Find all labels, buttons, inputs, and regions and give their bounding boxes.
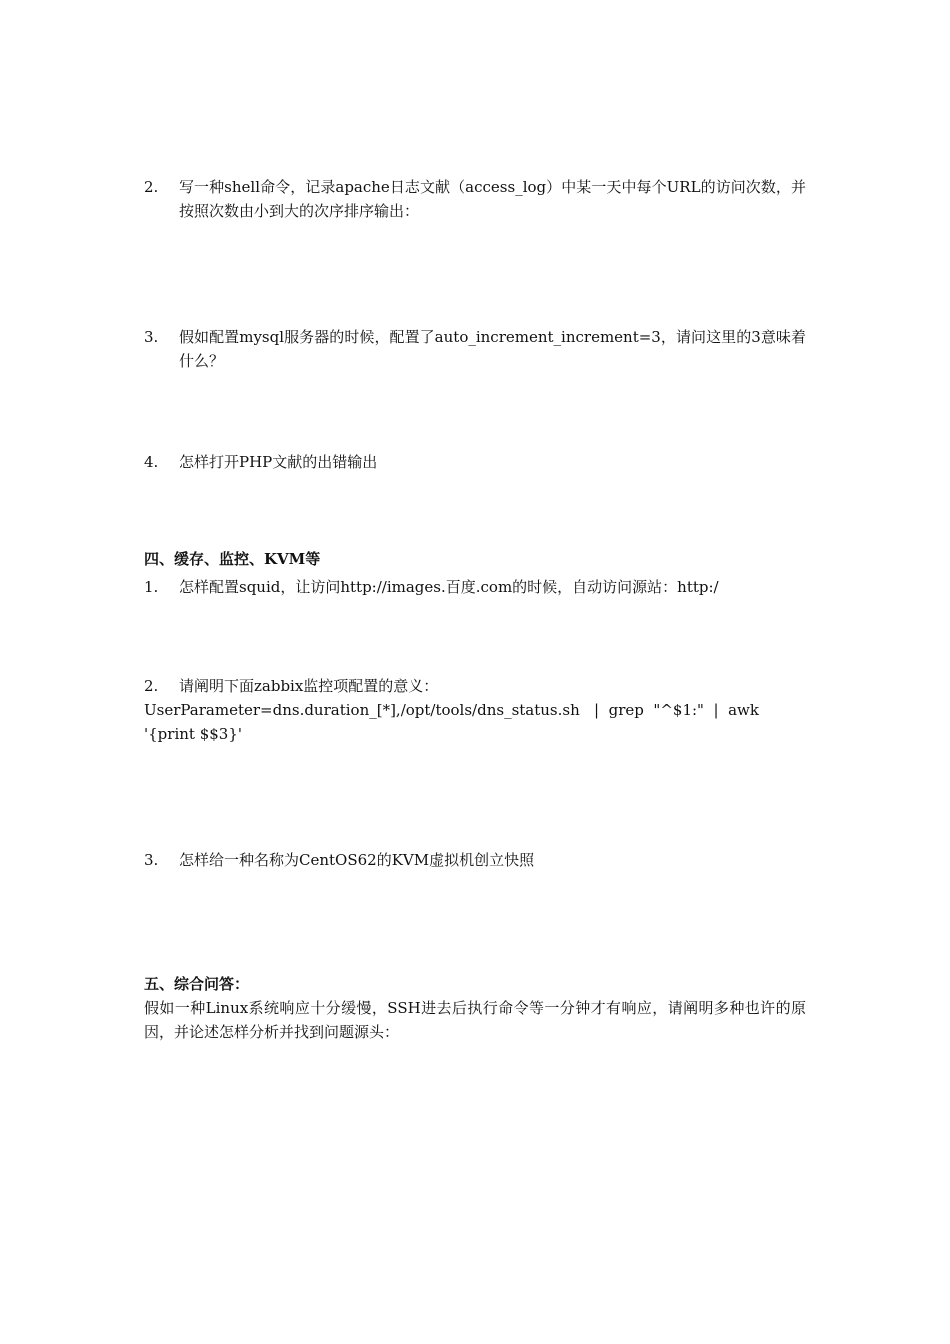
question-item: [144, 848, 806, 872]
question-text: 怎样打开PHP文献的出错输出: [179, 453, 378, 471]
question-item: [144, 450, 806, 474]
question-text: 请阐明下面zabbix监控项配置的意义：: [179, 677, 439, 695]
question-number: 3.: [144, 851, 159, 869]
question-text: 假如配置mysql服务器的时候，配置了auto_increment_increment=3，请问这里的3意味着什么？: [179, 328, 806, 370]
question-text: 怎样给一种名称为CentOS62的KVM虚拟机创立快照: [179, 851, 535, 869]
question-number: 4.: [144, 453, 159, 471]
paragraph: 假如一种Linux系统响应十分缓慢，SSH进去后执行命令等一分钟才有响应，请阐明多种也许的原因，并论述怎样分析并找到问题源头：: [144, 999, 806, 1041]
question-number: 2.: [144, 178, 159, 196]
question-item: [144, 575, 806, 599]
question-text: 怎样配置squid，让访问http://images.百度.com的时候，自动访问源站：http:/: [179, 578, 719, 596]
question-number: 3.: [144, 328, 159, 346]
section-heading: 五、综合问答：: [144, 975, 250, 993]
question-number: 1.: [144, 578, 159, 596]
code-line: UserParameter=dns.duration_[*],/opt/tools/dns_status.sh | grep "^$1:" | awk: [144, 701, 759, 719]
question-item: [144, 325, 806, 373]
code-line: '{print $$3}': [144, 725, 242, 743]
question-number: 2.: [144, 677, 159, 695]
question-item: [144, 175, 806, 223]
question-item: [144, 674, 806, 698]
section-heading: 四、缓存、监控、KVM等: [144, 550, 321, 568]
question-text: 写一种shell命令，记录apache日志文献（access_log）中某一天中每个URL的访问次数，并按照次数由小到大的次序排序输出：: [179, 178, 806, 220]
